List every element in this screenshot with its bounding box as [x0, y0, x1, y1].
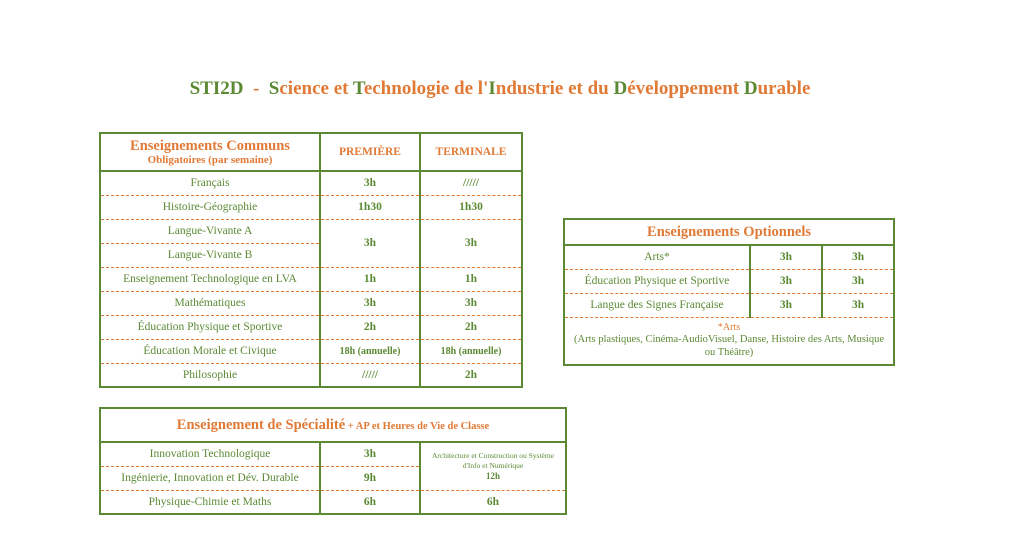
hours-terminale: 1h30 — [420, 195, 522, 219]
table-row — [100, 442, 566, 466]
hours-terminale: 2h — [420, 363, 522, 387]
subject-label: Éducation Morale et Civique — [100, 339, 320, 363]
table-row — [100, 171, 522, 195]
hours-premiere: 1h — [320, 267, 420, 291]
table-row — [100, 339, 522, 363]
subject-label: Langue des Signes Française — [564, 293, 750, 317]
optionnels-header-cell — [564, 219, 894, 245]
subject-label: Physique-Chimie et Maths — [100, 490, 320, 514]
title-separator: - — [243, 78, 269, 99]
hours-premiere: 3h — [320, 442, 420, 466]
table-row — [100, 490, 566, 514]
title-word: echnologie de l' — [363, 78, 489, 99]
optionnels-header-row — [564, 219, 894, 245]
title-initial: S — [268, 78, 280, 99]
specialite-header-row — [100, 408, 566, 442]
specialite-option-hours: 12h — [485, 471, 500, 482]
table-row — [564, 293, 894, 317]
specialite-header-subtitle: + AP et Heures de Vie de Classe — [345, 421, 490, 432]
communs-header-subtitle: Obligatoires (par semaine) — [147, 153, 273, 166]
hours-terminale: 6h — [420, 490, 566, 514]
title-initial: D — [743, 78, 758, 99]
table-row — [100, 315, 522, 339]
hours-terminale: ///// — [420, 171, 522, 195]
subject-label: Arts* — [564, 245, 750, 269]
column-header-terminale: TERMINALE — [420, 133, 522, 171]
table-row — [100, 363, 522, 387]
title-word: urable — [757, 78, 811, 99]
arts-note-cell — [564, 317, 894, 365]
title-initial: D — [613, 78, 628, 99]
subject-label: Innovation Technologique — [100, 442, 320, 466]
column-header-premiere: PREMIÈRE — [320, 133, 420, 171]
hours-terminale: 3h — [420, 291, 522, 315]
hours-premiere: ///// — [320, 363, 420, 387]
hours-premiere: 6h — [320, 490, 420, 514]
subject-label: Philosophie — [100, 363, 320, 387]
title-initial: I — [488, 78, 496, 99]
specialite-header-cell — [100, 408, 566, 442]
page-title — [0, 78, 1000, 100]
hours-premiere: 3h — [320, 171, 420, 195]
title-word: cience et — [279, 78, 353, 99]
table-row — [100, 291, 522, 315]
hours-premiere: 3h — [750, 245, 822, 269]
hours-premiere: 1h30 — [320, 195, 420, 219]
hours-terminale: 2h — [420, 315, 522, 339]
hours-premiere: 9h — [320, 466, 420, 490]
arts-note-row — [564, 317, 894, 365]
table-row — [564, 245, 894, 269]
specialite-table — [99, 407, 567, 515]
specialite-header-title: Enseignement de Spécialité — [176, 417, 346, 433]
hours-premiere: 3h — [750, 293, 822, 317]
hours-premiere: 3h — [750, 269, 822, 293]
hours-terminale: 3h — [822, 293, 894, 317]
communs-table — [99, 132, 523, 388]
arts-note-title: *Arts — [717, 322, 741, 334]
title-word: ndustrie et du — [495, 78, 614, 99]
subject-label: Mathématiques — [100, 291, 320, 315]
subject-label: Histoire-Géographie — [100, 195, 320, 219]
subject-label: Éducation Physique et Sportive — [100, 315, 320, 339]
hours-terminale: 3h — [420, 219, 522, 267]
hours-premiere: 3h — [320, 219, 420, 267]
table-row — [564, 269, 894, 293]
table-row — [100, 219, 522, 243]
hours-terminale: 3h — [822, 269, 894, 293]
communs-header-cell — [100, 133, 320, 171]
subject-label: Français — [100, 171, 320, 195]
table-row — [100, 195, 522, 219]
title-acronym: STI2D — [189, 78, 244, 99]
hours-terminale: 3h — [822, 245, 894, 269]
specialite-merged-cell — [420, 442, 566, 490]
hours-premiere: 3h — [320, 291, 420, 315]
subject-label: Éducation Physique et Sportive — [564, 269, 750, 293]
optionnels-header-title: Enseignements Optionnels — [647, 224, 811, 240]
optionnels-table — [563, 218, 895, 366]
subject-label: Enseignement Technologique en LVA — [100, 267, 320, 291]
communs-header-row — [100, 133, 522, 171]
title-word: éveloppement — [627, 78, 744, 99]
hours-terminale: 18h (annuelle) — [420, 339, 522, 363]
communs-header-title: Enseignements Communs — [130, 137, 290, 154]
hours-premiere: 18h (annuelle) — [320, 339, 420, 363]
subject-label: Langue-Vivante B — [100, 243, 320, 267]
table-row — [100, 267, 522, 291]
title-initial: T — [352, 78, 364, 99]
hours-terminale: 1h — [420, 267, 522, 291]
subject-label: Langue-Vivante A — [100, 219, 320, 243]
subject-label: Ingénierie, Innovation et Dév. Durable — [100, 466, 320, 490]
specialite-option-text: Architecture et Construction ou Système d'Info et Numérique — [431, 451, 555, 471]
arts-note-body: (Arts plastiques, Cinéma-AudioVisuel, Danse, Histoire des Arts, Musique ou Théâtre) — [574, 334, 884, 359]
hours-premiere: 2h — [320, 315, 420, 339]
